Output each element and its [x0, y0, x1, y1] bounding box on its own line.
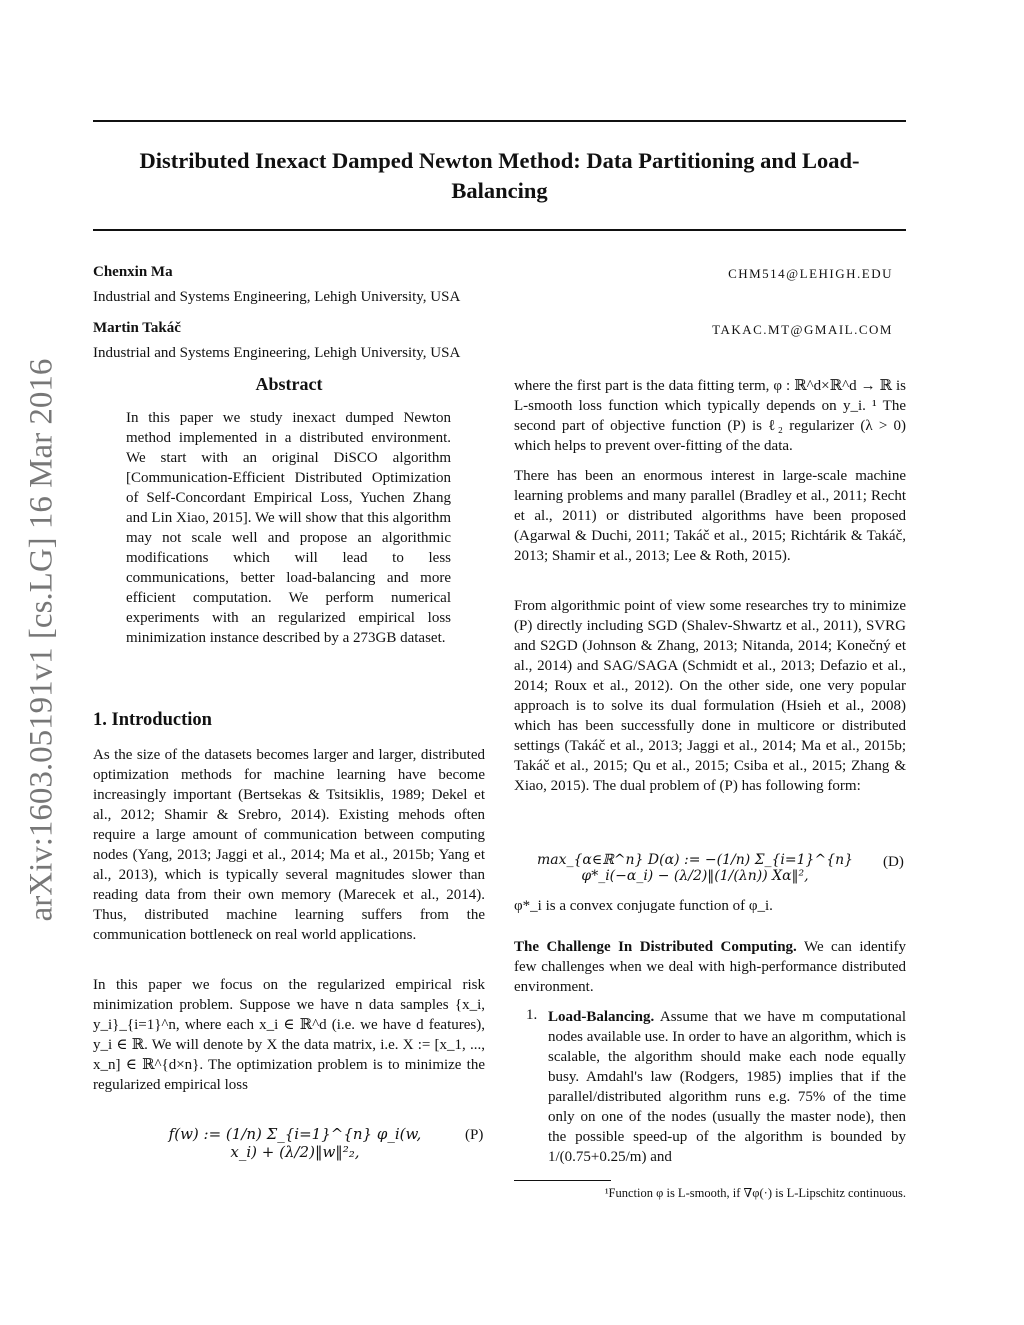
challenge-paragraph [514, 937, 906, 997]
right-paragraph-3: From algorithmic point of view some researches try to minimize (P) directly including SGD (Shalev-Shwartz et al., 2011), SVRG and S2GD (Johnson & Zhang, 2013; Nitanda, 2014; Konečný et al., 2014) and SAG/SAGA (Schmidt et al., 2013; Defazio et al., 2014; Roux et al., 2012). On the other side, one very popular approach is to solve its dual formulation (Hsieh et al., 2008) which has been successfully done in multicore or distributed settings (Takáč et al., 2013; Jaggi et al., 2014; Ma et al., 2015b; Takáč et al., 2015; Qu et al., 2015; Csiba et al., 2015; Zhang & Xiao, 2015). The dual problem of (P) has following form: [514, 598, 906, 794]
equation-primal: f(w) := (1/n) Σ_{i=1}^{n} φ_i(w, x_i) + (λ/2)‖w‖²₂, [168, 1125, 422, 1161]
abstract-text: In this paper we study inexact dumped Newton method implemented in a distributed environment. We start with an original DiSCO algorithm [Communication-Efficient Distributed Optimization of Self-Concordant Empirical Loss, Yuchen Zhang and Lin Xiao, 2015]. We will show that this algorithm may not scale well and propose an algorithmic modifications which will lead to less communications, better load-balancing and more efficient computation. We perform numerical experiments with an regularized empirical loss minimization instance described by a 273GB dataset. [126, 410, 451, 646]
arxiv-stamp [0, 0, 60, 1325]
author-email-1[interactable]: CHM514@LEHIGH.EDU [728, 266, 893, 281]
author-email-2[interactable]: TAKAC.MT@GMAIL.COM [712, 322, 893, 337]
right-paragraph-4: φ*_i is a convex conjugate function of φ_i. [514, 898, 773, 914]
section-heading-introduction: 1. Introduction [93, 710, 212, 730]
right-paragraph-1: where the first part is the data fitting term, φ : ℝ^d×ℝ^d → ℝ is L-smooth loss function which typically depends on y_i. ¹ The second part of objective function (P) is ℓ₂ regularizer (λ > 0) which helps to prevent over-fitting of the data. [514, 378, 906, 454]
top-rule [93, 120, 906, 122]
author-affiliation-1: Industrial and Systems Engineering, Lehigh University, USA [93, 289, 461, 305]
challenge-heading: The Challenge In Distributed Computing. [514, 939, 797, 955]
list-item-load-balancing [548, 1007, 906, 1167]
right-paragraph-2: There has been an enormous interest in large-scale machine learning problems and many parallel (Bradley et al., 2011; Recht et al., 2011) or distributed algorithms have been proposed (Agarwal & Duchi, 2011; Takáč et al., 2015; Richtárik & Takáč, 2013; Shamir et al., 2013; Lee & Roth, 2015). [514, 468, 906, 564]
arxiv-id: arXiv:1603.05191v1 [cs.LG] 16 Mar 2016 [23, 358, 60, 922]
list-item-number: 1. [526, 1007, 538, 1023]
author-affiliation-2: Industrial and Systems Engineering, Lehigh University, USA [93, 345, 461, 361]
list-item-text: Assume that we have m computational nodes available use. In order to have an algorithm, which is scalable, the algorithm should make each node equally busy. Amdahl's law (Rodgers, 1985) implies that if the parallel/distributed algorithm runs e.g. 75% of the time only on one of the nodes (usually the master node), then the possible speed-up of the algorithm is bounded by 1/(0.75+0.25/m) and [548, 1009, 906, 1165]
abstract-heading: Abstract [255, 374, 323, 394]
equation-primal-label: (P) [465, 1127, 484, 1143]
challenge-text: We can identify few challenges when we deal with high-performance distributed environment. [514, 939, 906, 995]
list-item-heading: Load-Balancing. [548, 1009, 655, 1025]
author-name-1: Chenxin Ma [93, 264, 173, 280]
author-name-2: Martin Takáč [93, 320, 181, 336]
equation-dual: max_{α∈ℝ^n} D(α) := −(1/n) Σ_{i=1}^{n} φ*_i(−α_i) − (λ/2)‖(1/(λn)) Xα‖², [536, 852, 854, 884]
footnote: ¹Function φ is L-smooth, if ∇φ(·) is L-Lipschitz continuous. [604, 1186, 906, 1200]
title-bottom-rule [93, 229, 906, 231]
equation-dual-label: (D) [883, 854, 904, 870]
paper-title: Distributed Inexact Damped Newton Method: Data Partitioning and Load-Balancing [139, 148, 860, 203]
intro-paragraph-2: In this paper we focus on the regularized empirical risk minimization problem. Suppose we have n data samples {x_i, y_i}_{i=1}^n, where each x_i ∈ ℝ^d (i.e. we have d features), y_i ∈ ℝ. We will denote by X the data matrix, i.e. X := [x_1, ..., x_n] ∈ ℝ^{d×n}. The optimization problem is to minimize the regularized empirical loss [93, 977, 485, 1093]
intro-paragraph-1: As the size of the datasets becomes larger and larger, distributed optimization methods for machine learning have become increasingly important (Bertsekas & Tsitsiklis, 1989; Dekel et al., 2012; Shamir & Srebro, 2014). Existing mehods often require a large amount of communication between computing nodes (Yang, 2013; Jaggi et al., 2014; Ma et al., 2015b; Yang et al., 2013), which is typically several magnitudes slower than reading data from their own memory (Marecek et al., 2014). Thus, distributed machine learning suffers from the communication bottleneck on real world applications. [93, 747, 485, 943]
footnote-rule [514, 1180, 611, 1181]
